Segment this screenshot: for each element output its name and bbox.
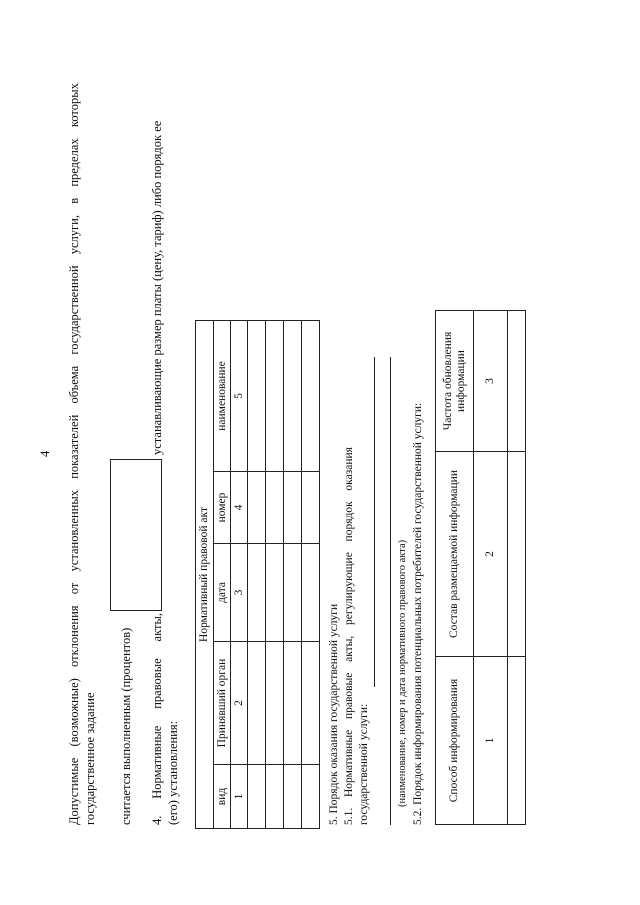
table-cell[interactable] (248, 544, 266, 642)
word: (возможные) (67, 678, 81, 747)
p51-fill-line-2 (390, 357, 391, 825)
table-cell[interactable] (284, 320, 302, 471)
table-cell[interactable] (508, 452, 526, 657)
page-number: 4 (38, 450, 52, 457)
deviation-percent-box[interactable] (110, 459, 162, 611)
word: показателей (67, 414, 81, 479)
column-header: Частота обновления информации (436, 311, 474, 452)
deviation-text-line2: государственное задание (83, 692, 97, 825)
table-cell[interactable] (508, 657, 526, 825)
word: 4. (150, 815, 164, 825)
word: правовые (150, 658, 164, 709)
word: Допустимые (67, 757, 81, 825)
word: в (67, 197, 81, 204)
column-header: наименование (214, 320, 231, 471)
word: порядок (343, 501, 355, 542)
word: установленных (67, 490, 81, 572)
column-header: дата (214, 544, 231, 642)
word: 5.1. (343, 807, 355, 825)
column-number: 4 (231, 472, 248, 544)
column-number: 5 (231, 320, 248, 471)
table-row (508, 311, 526, 825)
table-cell[interactable] (266, 765, 284, 829)
deviation-text-line3: считается выполненным (процентов) (119, 627, 133, 825)
word: Нормативные (343, 729, 355, 797)
table-cell[interactable] (284, 765, 302, 829)
table-cell[interactable] (248, 765, 266, 829)
normative-acts-table (195, 320, 320, 829)
word: акты, (150, 613, 164, 642)
section5-title: 5. Порядок оказания государственной услуги (328, 603, 340, 825)
table-cell[interactable] (302, 320, 320, 471)
word: регулирующие (343, 552, 355, 625)
table-cell[interactable] (266, 320, 284, 471)
word: услуги, (67, 215, 81, 255)
table-cell[interactable] (266, 544, 284, 642)
table-cell[interactable] (266, 472, 284, 544)
column-header: Состав размещаемой информации (436, 452, 474, 657)
table-cell[interactable] (508, 311, 526, 452)
column-number: 3 (231, 544, 248, 642)
column-header: Способ информирования (436, 657, 474, 825)
column-number: 2 (231, 642, 248, 765)
table-cell[interactable] (248, 642, 266, 765)
table-row (302, 320, 320, 828)
word: отклонения (67, 605, 81, 667)
word: пределах (67, 138, 81, 187)
table-cell[interactable] (284, 544, 302, 642)
table-cell[interactable] (302, 642, 320, 765)
word: оказания (343, 447, 355, 491)
table-cell[interactable] (248, 472, 266, 544)
table-row (266, 320, 284, 828)
word: которых (67, 83, 81, 128)
column-header: вид (214, 765, 231, 829)
p52-title: 5.2. Порядок информирования потенциальных потребителей государственной услуги: (412, 402, 424, 825)
p51-caption: (наименование, номер и дата нормативного правового акта) (397, 539, 408, 807)
column-header: Принявший орган (214, 642, 231, 765)
table-cell[interactable] (266, 642, 284, 765)
word: Нормативные (150, 725, 164, 799)
table-row (248, 320, 266, 828)
word: от (67, 582, 81, 595)
table-cell[interactable] (248, 320, 266, 471)
word: государственной (67, 265, 81, 355)
normative-acts-line2: (его) установления: (166, 720, 180, 825)
word: правовые (343, 672, 355, 720)
table-row (284, 320, 302, 828)
word: объема (67, 365, 81, 404)
table-cell[interactable] (284, 642, 302, 765)
normative-acts-line1-right: устанавливающие размер платы (цену, тариф) либо порядок ее (150, 120, 164, 455)
p51-fill-line (374, 357, 375, 687)
table-cell[interactable] (302, 472, 320, 544)
word: акты, (343, 635, 355, 662)
p51-line1 (343, 447, 355, 825)
column-number: 1 (231, 765, 248, 829)
p51-line2: государственной услуги: (358, 703, 370, 825)
column-header: номер (214, 472, 231, 544)
deviation-text-line1 (67, 83, 82, 825)
column-number: 3 (474, 311, 508, 452)
table-cell[interactable] (302, 765, 320, 829)
table-cell[interactable] (302, 544, 320, 642)
column-number: 1 (474, 657, 508, 825)
information-table (435, 310, 526, 825)
normative-acts-line1-left (150, 613, 165, 825)
table-group-header: Нормативный правовой акт (196, 320, 214, 828)
column-number: 2 (474, 452, 508, 657)
table-cell[interactable] (284, 472, 302, 544)
